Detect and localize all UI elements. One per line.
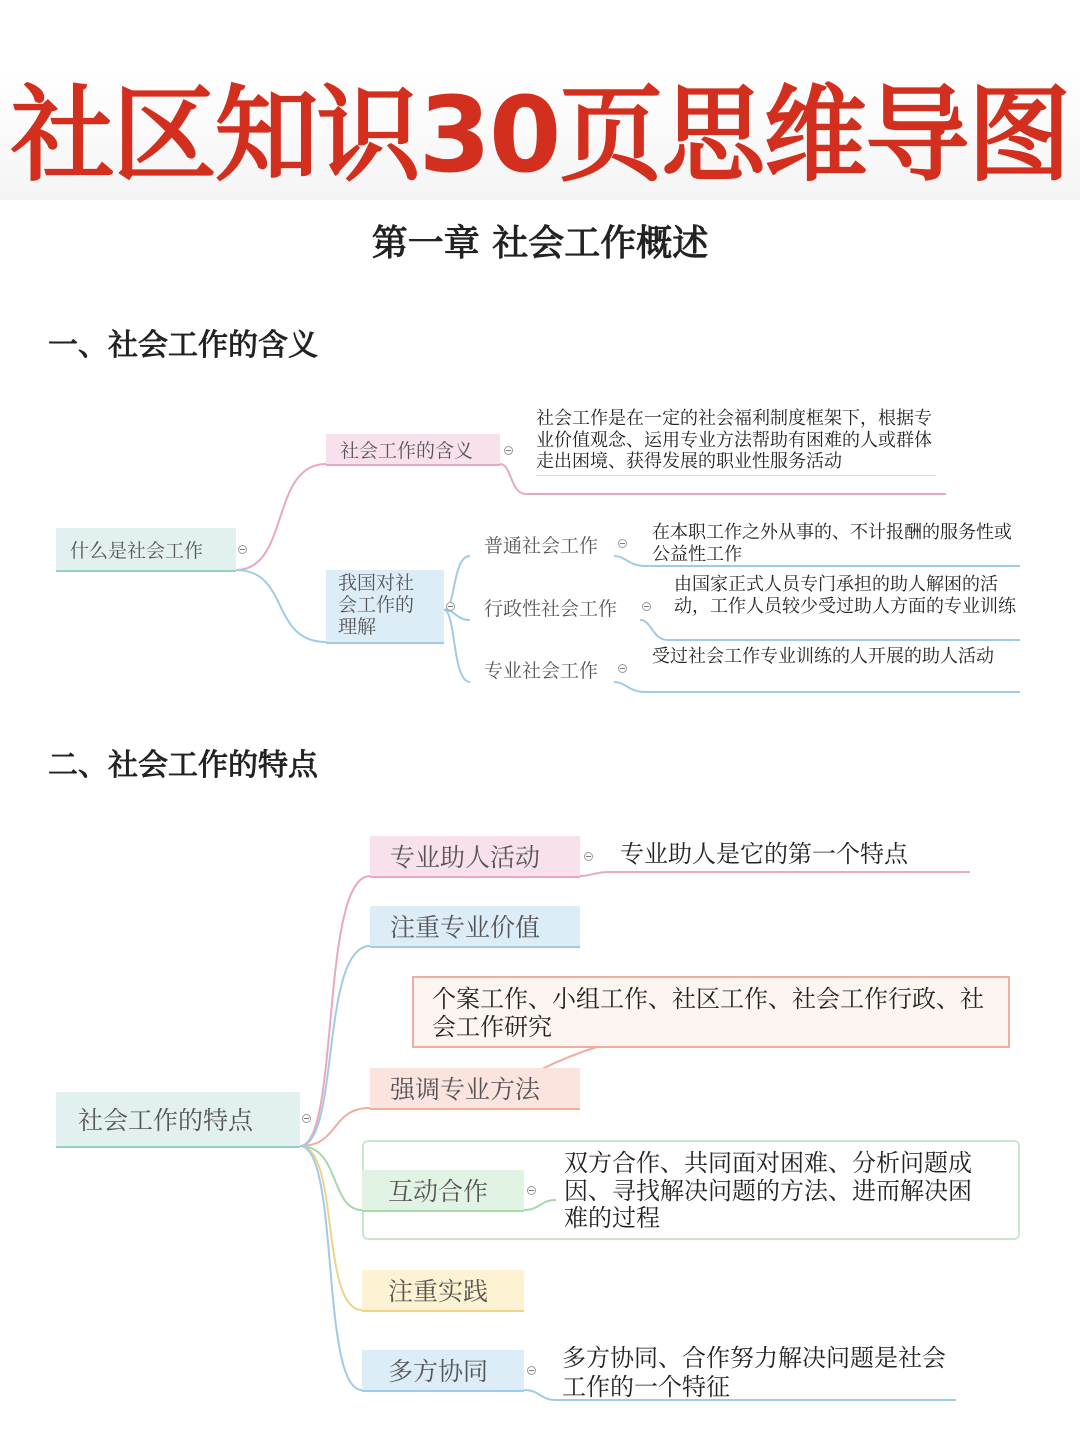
leaf-meaning-desc: 社会工作是在一定的社会福利制度框架下，根据专业价值观念、运用专业方法帮助有困难的人或群体走出困境、获得发展的职业性服务活动 — [536, 408, 936, 476]
feature-multi-party[interactable]: 多方协同 — [362, 1350, 524, 1392]
collapse-icon[interactable] — [642, 602, 651, 611]
collapse-icon[interactable] — [302, 1114, 311, 1123]
link-feature-4 — [300, 1146, 362, 1210]
chapter-title: 第一章 社会工作概述 — [371, 223, 709, 264]
link-root-meaning — [236, 464, 326, 570]
link-professional-desc — [614, 682, 1020, 692]
link-admin-desc — [640, 620, 1020, 640]
feature-multi-party-desc: 多方协同、合作努力解决问题是社会工作的一个特征 — [562, 1344, 946, 1401]
link-feature-1 — [300, 876, 370, 1146]
link-feature-3-desc — [540, 1046, 600, 1070]
collapse-icon[interactable] — [527, 1366, 536, 1375]
link-root-understanding — [236, 570, 326, 642]
collapse-icon[interactable] — [527, 1186, 536, 1195]
root-node-features[interactable]: 社会工作的特点 — [56, 1092, 300, 1148]
feature-professional-methods[interactable]: 强调专业方法 — [370, 1068, 580, 1110]
feature-professional-help-desc: 专业助人是它的第一个特点 — [620, 840, 908, 868]
collapse-icon[interactable] — [618, 664, 627, 673]
collapse-icon[interactable] — [504, 446, 513, 455]
feature-practice[interactable]: 注重实践 — [362, 1270, 524, 1312]
feature-methods-desc: 个案工作、小组工作、社区工作、社会工作行政、社会工作研究 — [412, 976, 1010, 1048]
node-meaning[interactable]: 社会工作的含义 — [326, 434, 500, 466]
node-administrative-social-work[interactable]: 行政性社会工作 — [484, 597, 618, 620]
node-understanding[interactable]: 我国对社会工作的理解 — [326, 570, 444, 644]
section-heading-meaning: 一、社会工作的含义 — [48, 328, 318, 363]
collapse-icon[interactable] — [238, 545, 247, 554]
feature-professional-help[interactable]: 专业助人活动 — [370, 836, 580, 878]
node-ordinary-social-work[interactable]: 普通社会工作 — [484, 534, 599, 557]
feature-interactive-cooperation[interactable]: 互动合作 — [362, 1170, 524, 1212]
page-title: 社区知识30页思维导图 — [0, 70, 1080, 200]
collapse-icon[interactable] — [446, 602, 455, 611]
node-professional-social-work[interactable]: 专业社会工作 — [484, 659, 599, 682]
collapse-icon[interactable] — [618, 539, 627, 548]
leaf-admin-desc: 由国家正式人员专门承担的助人解困的活动，工作人员较少受过助人方面的专业训练 — [674, 574, 1016, 617]
root-node-what-is-social-work[interactable]: 什么是社会工作 — [56, 528, 236, 572]
leaf-ordinary-desc: 在本职工作之外从事的、不计报酬的服务性或公益性工作 — [652, 522, 1012, 565]
leaf-professional-desc: 受过社会工作专业训练的人开展的助人活动 — [652, 646, 994, 667]
link-feature-6 — [300, 1146, 362, 1390]
feature-professional-values[interactable]: 注重专业价值 — [370, 906, 580, 948]
link-understanding-professional — [444, 610, 470, 682]
feature-interaction-desc: 双方合作、共同面对困难、分析问题成因、寻找解决问题的方法、进而解决困难的过程 — [564, 1149, 972, 1233]
collapse-icon[interactable] — [584, 852, 593, 861]
link-feature-1-desc — [580, 872, 970, 876]
section-heading-features: 二、社会工作的特点 — [48, 748, 318, 783]
